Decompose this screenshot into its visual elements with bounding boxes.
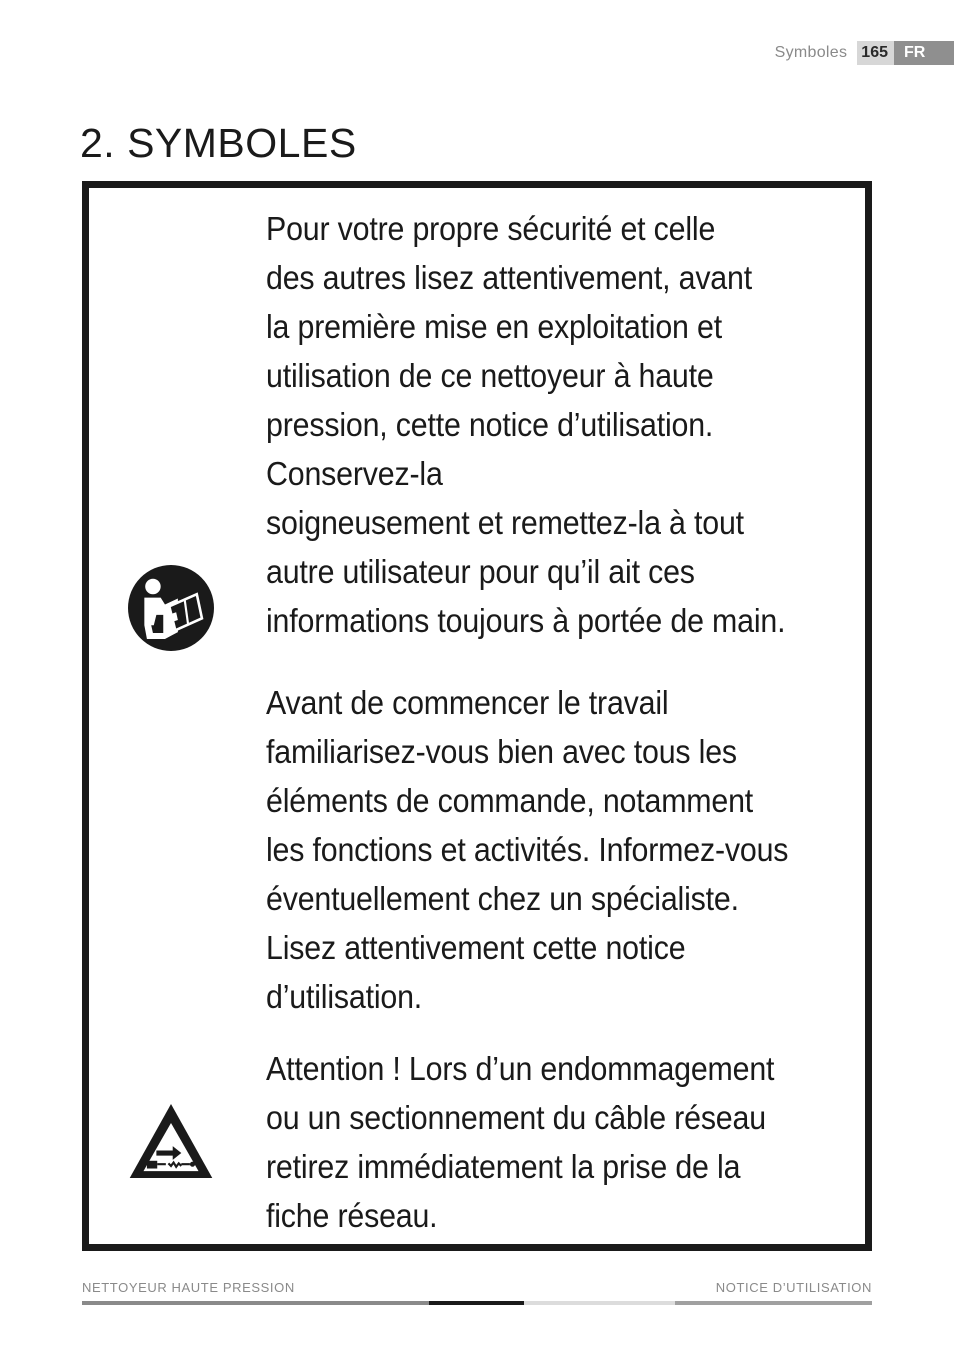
safety-paragraph (266, 204, 818, 645)
divider-segment (82, 1301, 429, 1305)
paragraph-line: éventuellement chez un spécialiste. (266, 880, 739, 917)
paragraph-line: Avant de commencer le travail (266, 684, 669, 721)
paragraph-line: Attention ! Lors d’un endommagement (266, 1050, 775, 1087)
paragraph-line: éléments de commande, notamment (266, 782, 754, 819)
paragraph-line: utilisation de ce nettoyeur à haute (266, 357, 714, 394)
attention-paragraph (266, 1044, 818, 1240)
footer-divider (82, 1301, 872, 1305)
paragraph-line: Lisez attentivement cette notice (266, 929, 686, 966)
divider-segment (675, 1301, 872, 1305)
paragraph-line: informations toujours à portée de main. (266, 602, 786, 639)
paragraph-line: Conservez-la (266, 455, 443, 492)
header-page-number: 165 (857, 41, 894, 65)
footer-document-type: NOTICE D’UTILISATION (715, 1280, 872, 1295)
paragraph-line: Pour votre propre sécurité et celle (266, 210, 716, 247)
familiarize-paragraph (266, 678, 818, 1021)
divider-segment (524, 1301, 675, 1305)
page-header (775, 41, 954, 65)
divider-segment (429, 1301, 524, 1305)
paragraph-line: la première mise en exploitation et (266, 308, 722, 345)
paragraph-line: autre utilisateur pour qu’il ait ces (266, 553, 695, 590)
symbols-box (82, 181, 872, 1251)
paragraph-line: retirez immédiatement la prise de la (266, 1148, 741, 1185)
paragraph-line: ou un sectionnement du câble réseau (266, 1099, 766, 1136)
paragraph-line: pression, cette notice d’utilisation. (266, 406, 714, 443)
paragraph-line: soigneusement et remettez-la à tout (266, 504, 744, 541)
paragraph-line: d’utilisation. (266, 978, 423, 1015)
header-language-tab: FR (894, 41, 954, 65)
page-title: 2. SYMBOLES (80, 120, 357, 166)
electric-cable-warning-icon (128, 1102, 214, 1180)
read-manual-icon (128, 565, 214, 651)
paragraph-line: les fonctions et activités. Informez-vous (266, 831, 789, 868)
paragraph-line: des autres lisez attentivement, avant (266, 259, 752, 296)
footer-product-name: NETTOYEUR HAUTE PRESSION (82, 1280, 295, 1295)
paragraph-line: fiche réseau. (266, 1197, 438, 1234)
header-section-name: Symboles (774, 44, 848, 61)
paragraph-line: familiarisez-vous bien avec tous les (266, 733, 737, 770)
